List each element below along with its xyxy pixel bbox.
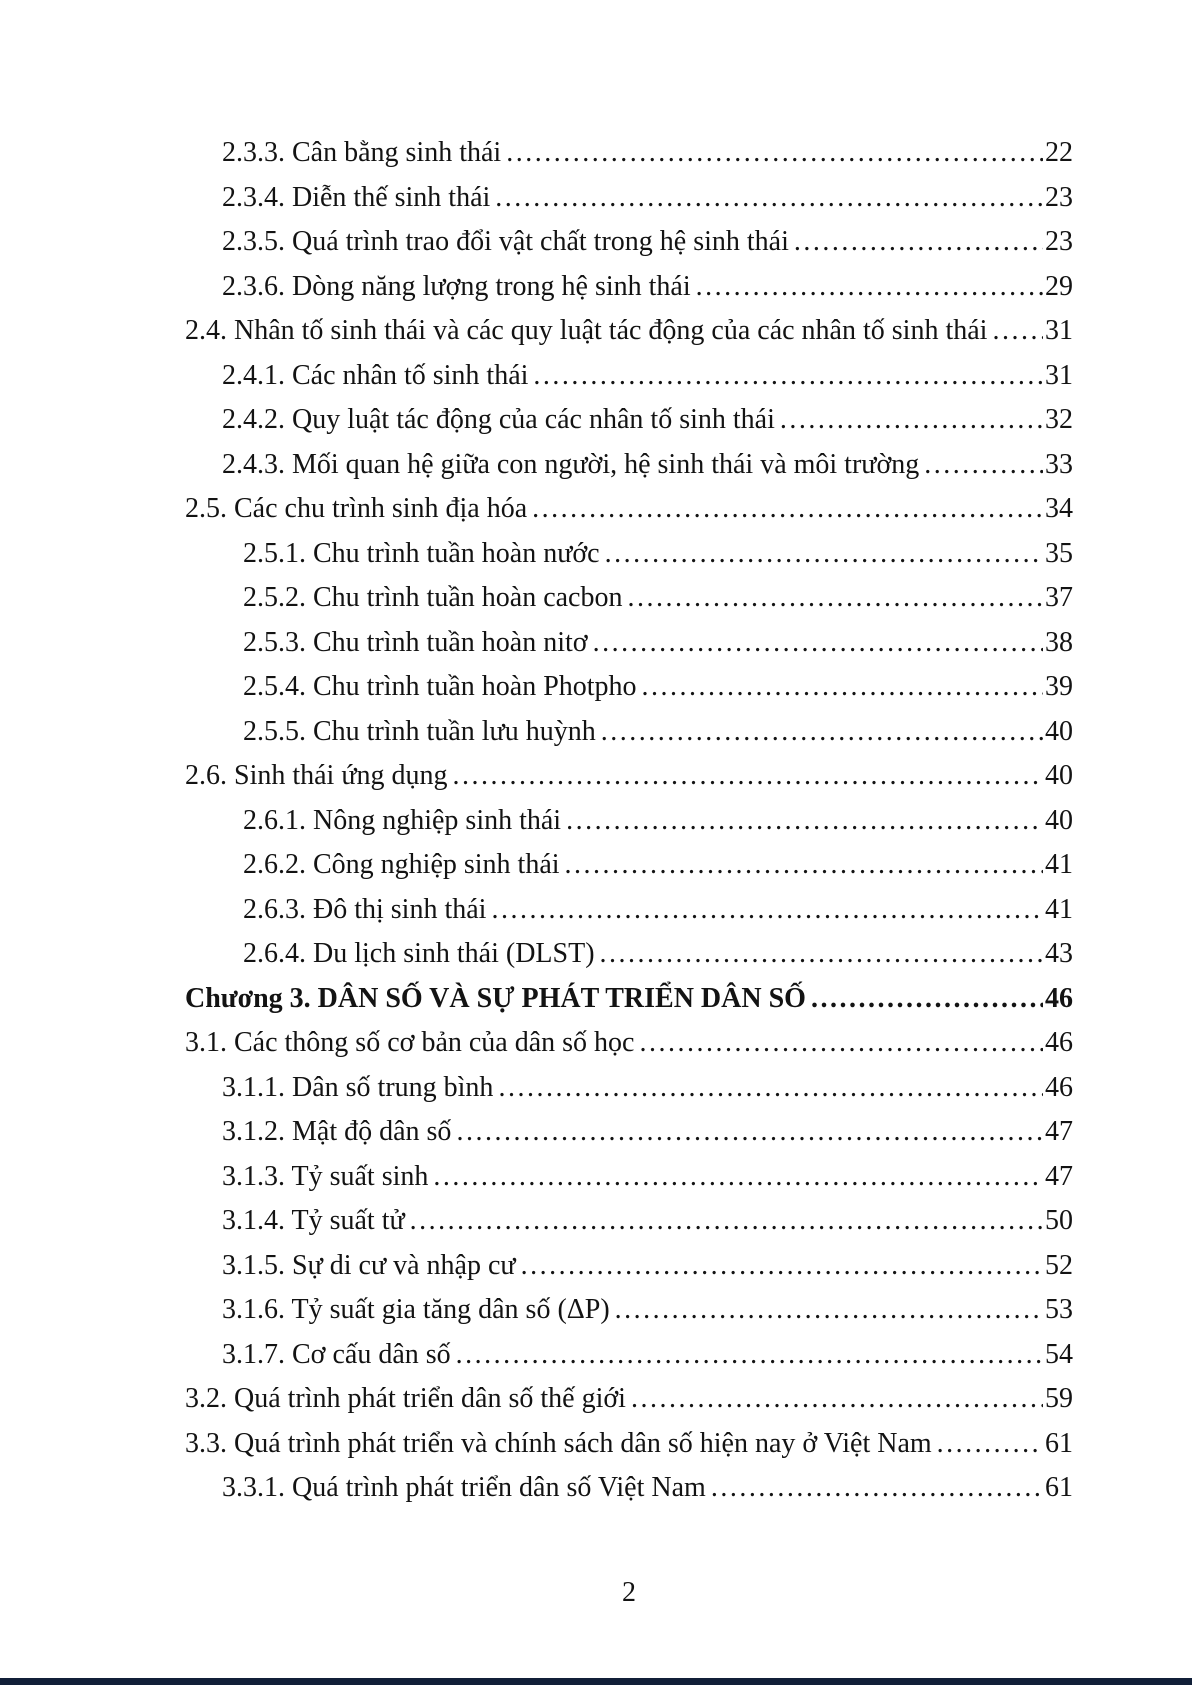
toc-entry-page-number: 38 bbox=[1045, 626, 1073, 658]
toc-entry-label: 2.4.2. Quy luật tác động của các nhân tố sinh thái bbox=[222, 404, 775, 435]
table-of-contents bbox=[0, 131, 1073, 1511]
dot-leader bbox=[498, 1066, 1043, 1111]
toc-entry-page-number: 39 bbox=[1045, 671, 1073, 702]
dot-leader bbox=[794, 220, 1043, 265]
dot-leader bbox=[642, 665, 1043, 710]
toc-entry bbox=[0, 176, 1073, 221]
dot-leader bbox=[605, 532, 1043, 577]
toc-entry-label: 2.5.1. Chu trình tuần hoàn nước bbox=[243, 537, 600, 569]
toc-entry-label: 3.1.4. Tỷ suất tử bbox=[222, 1205, 405, 1236]
toc-entry-label: 2.3.3. Cân bằng sinh thái bbox=[222, 137, 502, 168]
toc-entry-label: 3.2. Quá trình phát triển dân số thế giới bbox=[185, 1383, 626, 1414]
dot-leader bbox=[937, 1422, 1043, 1467]
toc-entry-page-number: 40 bbox=[1045, 760, 1073, 791]
toc-entry bbox=[0, 1422, 1073, 1467]
toc-entry-label: 3.1.3. Tỷ suất sinh bbox=[222, 1160, 429, 1192]
toc-entry-label: 3.3. Quá trình phát triển và chính sách dân số hiện nay ở Việt Nam bbox=[185, 1427, 932, 1459]
toc-entry-page-number: 46 bbox=[1045, 1071, 1073, 1103]
toc-entry-label: 2.5.5. Chu trình tuần lưu huỳnh bbox=[243, 715, 596, 747]
dot-leader bbox=[495, 176, 1043, 221]
dot-leader bbox=[532, 487, 1043, 532]
toc-entry-label: 2.6.4. Du lịch sinh thái (DLST) bbox=[243, 938, 595, 969]
dot-leader bbox=[565, 843, 1043, 888]
toc-entry-label: 3.1.2. Mật độ dân số bbox=[222, 1116, 452, 1147]
dot-leader bbox=[711, 1466, 1043, 1511]
dot-leader bbox=[453, 754, 1043, 799]
toc-entry bbox=[0, 799, 1073, 844]
toc-entry-page-number: 33 bbox=[1045, 448, 1073, 480]
footer-page-number: 2 bbox=[622, 1577, 636, 1608]
toc-entry-page-number: 47 bbox=[1045, 1116, 1073, 1147]
toc-entry bbox=[0, 398, 1073, 443]
page-footer bbox=[185, 1578, 1073, 1608]
toc-entry-label: Chương 3. DÂN SỐ VÀ SỰ PHÁT TRIỂN DÂN SỐ bbox=[185, 982, 806, 1014]
toc-entry-page-number: 34 bbox=[1045, 493, 1073, 524]
dot-leader bbox=[780, 398, 1043, 443]
toc-entry bbox=[0, 665, 1073, 710]
toc-entry-label: 2.5.2. Chu trình tuần hoàn cacbon bbox=[243, 582, 623, 613]
toc-entry-label: 3.1.1. Dân số trung bình bbox=[222, 1071, 494, 1103]
toc-entry-label: 2.4.3. Mối quan hệ giữa con người, hệ sinh thái và môi trường bbox=[222, 448, 920, 480]
toc-entry bbox=[0, 621, 1073, 666]
toc-entry bbox=[0, 532, 1073, 577]
dot-leader bbox=[566, 799, 1043, 844]
toc-entry-label: 3.3.1. Quá trình phát triển dân số Việt Nam bbox=[222, 1472, 706, 1503]
toc-entry bbox=[0, 1199, 1073, 1244]
toc-entry bbox=[0, 576, 1073, 621]
toc-entry bbox=[0, 131, 1073, 176]
toc-entry-page-number: 40 bbox=[1045, 715, 1073, 747]
toc-entry-label: 2.6. Sinh thái ứng dụng bbox=[185, 760, 448, 791]
toc-entry-label: 3.1.6. Tỷ suất gia tăng dân số (ΔP) bbox=[222, 1294, 610, 1325]
dot-leader bbox=[410, 1199, 1043, 1244]
toc-entry bbox=[0, 754, 1073, 799]
toc-entry bbox=[0, 220, 1073, 265]
toc-entry bbox=[0, 354, 1073, 399]
toc-entry bbox=[0, 1066, 1073, 1111]
toc-entry-page-number: 35 bbox=[1045, 537, 1073, 569]
toc-entry bbox=[0, 1244, 1073, 1289]
dot-leader bbox=[506, 131, 1043, 176]
toc-entry-page-number: 43 bbox=[1045, 938, 1073, 969]
toc-entry-label: 2.5.3. Chu trình tuần hoàn nitơ bbox=[243, 626, 588, 658]
toc-entry bbox=[0, 888, 1073, 933]
toc-entry bbox=[0, 265, 1073, 310]
toc-entry-page-number: 61 bbox=[1045, 1472, 1073, 1503]
dot-leader bbox=[456, 1333, 1043, 1378]
dot-leader bbox=[639, 1021, 1043, 1066]
toc-entry bbox=[0, 1466, 1073, 1511]
toc-entry-label: 2.4. Nhân tố sinh thái và các quy luật tác động của các nhân tố sinh thái bbox=[185, 315, 988, 346]
toc-entry bbox=[0, 443, 1073, 488]
toc-entry-label: 2.5. Các chu trình sinh địa hóa bbox=[185, 493, 528, 524]
toc-entry-label: 2.3.5. Quá trình trao đổi vật chất trong hệ sinh thái bbox=[222, 226, 789, 257]
toc-entry-label: 2.6.1. Nông nghiệp sinh thái bbox=[243, 804, 562, 836]
toc-entry-page-number: 41 bbox=[1045, 849, 1073, 880]
dot-leader bbox=[533, 354, 1043, 399]
toc-entry-label: 2.4.1. Các nhân tố sinh thái bbox=[222, 359, 529, 391]
dot-leader bbox=[924, 443, 1043, 488]
toc-entry-page-number: 31 bbox=[1045, 359, 1073, 391]
toc-entry-page-number: 22 bbox=[1045, 137, 1073, 168]
toc-entry-label: 3.1.7. Cơ cấu dân số bbox=[222, 1338, 451, 1370]
toc-entry-label: 2.3.6. Dòng năng lượng trong hệ sinh thái bbox=[222, 270, 691, 302]
dot-leader bbox=[593, 621, 1043, 666]
toc-entry bbox=[0, 977, 1073, 1022]
toc-entry-page-number: 29 bbox=[1045, 270, 1073, 302]
toc-entry bbox=[0, 487, 1073, 532]
toc-entry bbox=[0, 710, 1073, 755]
dot-leader bbox=[696, 265, 1043, 310]
dot-leader bbox=[601, 710, 1043, 755]
dot-leader bbox=[600, 932, 1043, 977]
bottom-bar bbox=[0, 1678, 1192, 1685]
toc-entry bbox=[0, 1333, 1073, 1378]
toc-entry-label: 2.6.3. Đô thị sinh thái bbox=[243, 893, 487, 925]
toc-entry bbox=[0, 1155, 1073, 1200]
toc-entry-page-number: 46 bbox=[1045, 982, 1073, 1014]
toc-entry bbox=[0, 1377, 1073, 1422]
toc-entry-page-number: 52 bbox=[1045, 1249, 1073, 1281]
toc-entry-label: 3.1.5. Sự di cư và nhập cư bbox=[222, 1249, 516, 1281]
toc-entry bbox=[0, 1021, 1073, 1066]
toc-entry bbox=[0, 309, 1073, 354]
dot-leader bbox=[627, 576, 1043, 621]
toc-entry-label: 3.1. Các thông số cơ bản của dân số học bbox=[185, 1027, 635, 1058]
toc-entry-page-number: 54 bbox=[1045, 1338, 1073, 1370]
toc-entry-label: 2.5.4. Chu trình tuần hoàn Photpho bbox=[243, 671, 637, 702]
toc-entry-page-number: 32 bbox=[1045, 404, 1073, 435]
toc-entry bbox=[0, 1110, 1073, 1155]
toc-entry-page-number: 23 bbox=[1045, 226, 1073, 257]
dot-leader bbox=[992, 309, 1043, 354]
toc-entry bbox=[0, 1288, 1073, 1333]
dot-leader bbox=[456, 1110, 1043, 1155]
dot-leader bbox=[631, 1377, 1043, 1422]
dot-leader bbox=[615, 1288, 1043, 1333]
toc-entry-page-number: 53 bbox=[1045, 1294, 1073, 1325]
toc-entry-page-number: 31 bbox=[1045, 315, 1073, 346]
toc-entry-page-number: 61 bbox=[1045, 1427, 1073, 1459]
toc-entry-label: 2.6.2. Công nghiệp sinh thái bbox=[243, 849, 560, 880]
toc-entry-page-number: 37 bbox=[1045, 582, 1073, 613]
dot-leader bbox=[491, 888, 1043, 933]
toc-entry-page-number: 41 bbox=[1045, 893, 1073, 925]
dot-leader bbox=[433, 1155, 1043, 1200]
toc-entry bbox=[0, 932, 1073, 977]
toc-entry-page-number: 23 bbox=[1045, 181, 1073, 213]
toc-entry-page-number: 59 bbox=[1045, 1383, 1073, 1414]
toc-entry-page-number: 47 bbox=[1045, 1160, 1073, 1192]
toc-entry-label: 2.3.4. Diễn thế sinh thái bbox=[222, 181, 491, 213]
toc-entry bbox=[0, 843, 1073, 888]
dot-leader bbox=[521, 1244, 1043, 1289]
toc-entry-page-number: 46 bbox=[1045, 1027, 1073, 1058]
toc-entry-page-number: 50 bbox=[1045, 1205, 1073, 1236]
toc-entry-page-number: 40 bbox=[1045, 804, 1073, 836]
dot-leader bbox=[811, 977, 1043, 1022]
